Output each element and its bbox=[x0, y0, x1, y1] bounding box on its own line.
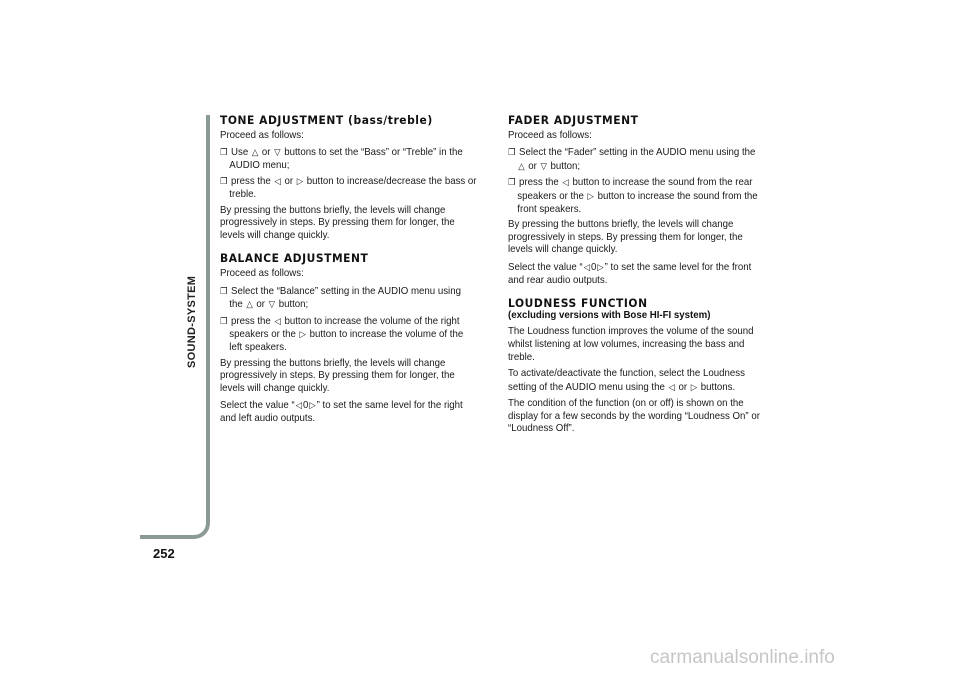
checkbox-icon: ❐ bbox=[508, 147, 516, 158]
loudness-p3: The condition of the function (on or off) is shown on the display for a few seconds by the wording “Loudness On” or “Loudness Off”. bbox=[508, 398, 760, 435]
tone-step-2: ❐ press the ◁ or ▷ button to increase/decrease the bass or treble. bbox=[220, 176, 477, 200]
right-arrow-icon: ▷ bbox=[309, 400, 316, 411]
right-arrow-icon: ▷ bbox=[296, 176, 304, 187]
loudness-subheading: (excluding versions with Bose HI-FI system) bbox=[508, 309, 711, 321]
balance-intro: Proceed as follows: bbox=[220, 267, 304, 279]
checkbox-icon: ❐ bbox=[508, 177, 516, 188]
left-arrow-icon: ◁ bbox=[668, 381, 675, 392]
section-label: SOUND-SYSTEM bbox=[186, 275, 198, 368]
loudness-p1: The Loudness function improves the volume of the sound whilst listening at low volumes, increasing the bass and treble. bbox=[508, 326, 754, 363]
loudness-heading: LOUDNESS FUNCTION bbox=[508, 296, 648, 311]
fader-step-1: ❐ Select the “Fader” setting in the AUDIO menu using the △ or ▽ button; bbox=[508, 147, 756, 172]
fader-intro: Proceed as follows: bbox=[508, 129, 592, 141]
down-arrow-icon: ▽ bbox=[268, 299, 276, 310]
balance-note: By pressing the buttons briefly, the levels will change progressively in steps. By pressing them for longer, the levels will change quickly. bbox=[220, 357, 455, 394]
right-arrow-icon: ▷ bbox=[597, 261, 604, 272]
down-arrow-icon: ▽ bbox=[274, 147, 281, 158]
tone-heading: TONE ADJUSTMENT (bass/treble) bbox=[220, 113, 433, 127]
watermark: carmanualsonline.info bbox=[650, 647, 835, 668]
fader-note: By pressing the buttons briefly, the levels will change progressively in steps. By pressing them for longer, the levels will change quickly. bbox=[508, 219, 743, 256]
left-arrow-icon: ◁ bbox=[295, 400, 303, 411]
balance-heading: BALANCE ADJUSTMENT bbox=[220, 251, 369, 266]
tone-note: By pressing the buttons briefly, the levels will change progressively in steps. By pressing them for longer, the levels will change quickly. bbox=[220, 204, 455, 241]
page-number: 252 bbox=[153, 546, 175, 561]
right-arrow-icon: ▷ bbox=[587, 190, 594, 201]
up-arrow-icon: △ bbox=[518, 160, 525, 171]
right-column bbox=[508, 114, 765, 440]
fader-value: Select the value “◁0▷” to set the same level for the front and rear audio outputs. bbox=[508, 261, 752, 286]
balance-step-1: ❐ Select the “Balance” setting in the AUDIO menu using the △ or ▽ button; bbox=[220, 285, 461, 311]
fader-heading: FADER ADJUSTMENT bbox=[508, 113, 639, 127]
up-arrow-icon: △ bbox=[251, 147, 259, 158]
up-arrow-icon: △ bbox=[246, 299, 253, 310]
sidebar-frame bbox=[140, 115, 210, 539]
checkbox-icon: ❐ bbox=[220, 176, 228, 187]
tone-intro: Proceed as follows: bbox=[220, 129, 304, 141]
checkbox-icon: ❐ bbox=[220, 147, 228, 158]
left-column bbox=[220, 114, 477, 429]
fader-step-2: ❐ press the ◁ button to increase the sound from the rear speakers or the ▷ button to increase the sound from the front speakers. bbox=[508, 177, 758, 215]
left-arrow-icon: ◁ bbox=[274, 315, 281, 326]
checkbox-icon: ❐ bbox=[220, 285, 228, 296]
right-arrow-icon: ▷ bbox=[299, 329, 306, 340]
left-arrow-icon: ◁ bbox=[562, 177, 569, 188]
balance-step-2: ❐ press the ◁ button to increase the volume of the right speakers or the ▷ button to increase the volume of the left speakers. bbox=[220, 315, 464, 353]
left-arrow-icon: ◁ bbox=[274, 176, 281, 187]
checkbox-icon: ❐ bbox=[220, 315, 228, 326]
right-arrow-icon: ▷ bbox=[690, 381, 698, 392]
loudness-p2: To activate/deactivate the function, select the Loudness setting of the AUDIO menu using the ◁ or ▷ buttons. bbox=[508, 368, 745, 393]
tone-step-1: ❐ Use △ or ▽ buttons to set the “Bass” or “Treble” in the AUDIO menu; bbox=[220, 147, 463, 171]
balance-value: Select the value “◁0▷” to set the same level for the right and left audio outputs. bbox=[220, 400, 463, 424]
down-arrow-icon: ▽ bbox=[540, 160, 547, 171]
left-arrow-icon: ◁ bbox=[583, 261, 591, 272]
